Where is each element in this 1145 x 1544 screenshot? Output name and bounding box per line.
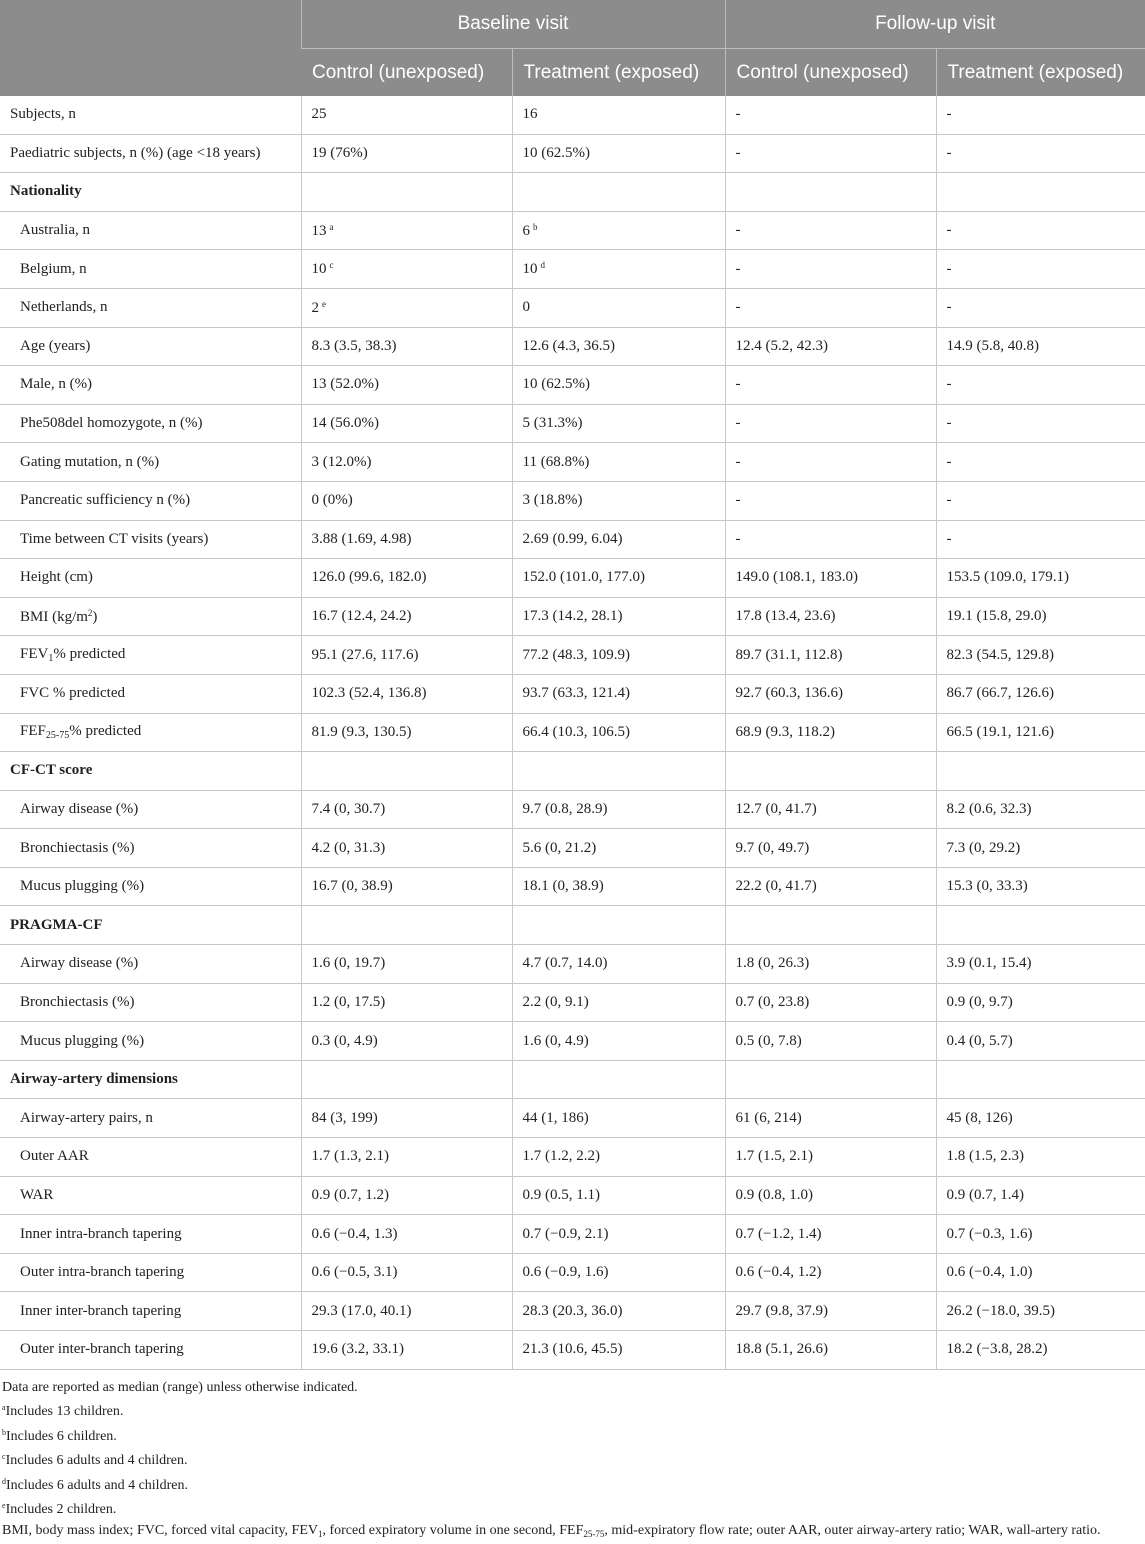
cell-b-trt: 5 (31.3%)	[512, 404, 725, 443]
cell-f-trt: 45 (8, 126)	[936, 1099, 1145, 1138]
table-row	[0, 520, 1145, 559]
table-row	[0, 481, 1145, 520]
table-row	[0, 327, 1145, 366]
header-row-visits	[0, 0, 1145, 49]
row-label: Age (years)	[0, 327, 301, 366]
cell-b-trt: 4.7 (0.7, 14.0)	[512, 945, 725, 984]
row-label: Inner intra-branch tapering	[0, 1215, 301, 1254]
cell-b-trt: 2.2 (0, 9.1)	[512, 983, 725, 1022]
cell-b-trt: 93.7 (63.3, 121.4)	[512, 674, 725, 713]
cell-b-ctrl: 25	[301, 96, 512, 134]
cell-b-trt: 44 (1, 186)	[512, 1099, 725, 1138]
cell-b-ctrl	[301, 1060, 512, 1099]
table-row	[0, 790, 1145, 829]
cell-f-trt: -	[936, 250, 1145, 289]
cell-b-ctrl: 29.3 (17.0, 40.1)	[301, 1292, 512, 1331]
header-baseline-control: Control (unexposed)	[301, 49, 512, 97]
cell-b-ctrl: 10 $^c$	[301, 250, 512, 289]
table-row	[0, 1253, 1145, 1292]
table-body	[0, 96, 1145, 1369]
cell-f-trt	[936, 173, 1145, 212]
cell-b-trt: 12.6 (4.3, 36.5)	[512, 327, 725, 366]
cell-f-trt: -	[936, 96, 1145, 134]
cell-f-ctrl: 89.7 (31.1, 112.8)	[725, 636, 936, 675]
row-label: Belgium, n	[0, 250, 301, 289]
header-followup-visit: Follow-up visit	[725, 0, 1145, 49]
cell-b-ctrl	[301, 173, 512, 212]
cell-f-trt: -	[936, 481, 1145, 520]
table-row	[0, 96, 1145, 134]
cell-b-trt: 10 $^d$	[512, 250, 725, 289]
row-label: Outer intra-branch tapering	[0, 1253, 301, 1292]
cell-f-ctrl: -	[725, 134, 936, 173]
row-label: Bronchiectasis (%)	[0, 983, 301, 1022]
table-row	[0, 713, 1145, 752]
header-blank-cell	[0, 0, 301, 96]
cell-f-trt: 86.7 (66.7, 126.6)	[936, 674, 1145, 713]
row-label: Gating mutation, n (%)	[0, 443, 301, 482]
row-label: Outer AAR	[0, 1138, 301, 1177]
table-row	[0, 404, 1145, 443]
cell-b-ctrl: 13 $^a$	[301, 211, 512, 250]
cell-b-trt: 77.2 (48.3, 109.9)	[512, 636, 725, 675]
cell-b-ctrl: 3.88 (1.69, 4.98)	[301, 520, 512, 559]
row-label: $FEF_{25-75}\%$ predicted	[0, 713, 301, 752]
section-header-row	[0, 906, 1145, 945]
row-label: Airway disease (%)	[0, 790, 301, 829]
table-row	[0, 1099, 1145, 1138]
row-label: Male, n (%)	[0, 366, 301, 405]
table-row	[0, 1292, 1145, 1331]
header-followup-treatment: Treatment (exposed)	[936, 49, 1145, 97]
cell-f-trt: 1.8 (1.5, 2.3)	[936, 1138, 1145, 1177]
table-row	[0, 443, 1145, 482]
cell-b-ctrl: 2 $^e$	[301, 288, 512, 327]
cell-b-ctrl: 102.3 (52.4, 136.8)	[301, 674, 512, 713]
cell-b-trt: 16	[512, 96, 725, 134]
cell-f-trt: -	[936, 404, 1145, 443]
cell-b-trt: 10 (62.5%)	[512, 134, 725, 173]
cell-f-trt: 66.5 (19.1, 121.6)	[936, 713, 1145, 752]
cell-f-ctrl: -	[725, 250, 936, 289]
cell-f-trt: 26.2 (−18.0, 39.5)	[936, 1292, 1145, 1331]
cell-b-trt: 2.69 (0.99, 6.04)	[512, 520, 725, 559]
cell-f-trt: 15.3 (0, 33.3)	[936, 867, 1145, 906]
cell-f-ctrl: 18.8 (5.1, 26.6)	[725, 1331, 936, 1370]
cell-f-trt: -	[936, 520, 1145, 559]
cell-b-trt: 9.7 (0.8, 28.9)	[512, 790, 725, 829]
cell-f-trt: 14.9 (5.8, 40.8)	[936, 327, 1145, 366]
cell-f-ctrl: -	[725, 443, 936, 482]
cell-b-trt	[512, 173, 725, 212]
cell-b-ctrl: 95.1 (27.6, 117.6)	[301, 636, 512, 675]
cell-f-trt: 8.2 (0.6, 32.3)	[936, 790, 1145, 829]
cell-b-ctrl: 1.7 (1.3, 2.1)	[301, 1138, 512, 1177]
cell-f-ctrl: 0.6 (−0.4, 1.2)	[725, 1253, 936, 1292]
row-label: WAR	[0, 1176, 301, 1215]
cell-f-trt	[936, 752, 1145, 791]
row-label: Inner inter-branch tapering	[0, 1292, 301, 1331]
cell-b-ctrl: 81.9 (9.3, 130.5)	[301, 713, 512, 752]
cell-f-trt: 0.4 (0, 5.7)	[936, 1022, 1145, 1061]
cell-b-trt: 11 (68.8%)	[512, 443, 725, 482]
cell-f-ctrl: 22.2 (0, 41.7)	[725, 867, 936, 906]
cell-b-ctrl: 84 (3, 199)	[301, 1099, 512, 1138]
footnote-abbreviations: BMI, body mass index; FVC, forced vital capacity, $FEV_1$, forced expiratory volume in one second, $FEF_{25-75}$, mid-expiratory flow rate; outer AAR, outer airway-artery ratio; WAR, wall-artery ratio.	[2, 1522, 1101, 1539]
table-row	[0, 829, 1145, 868]
cell-f-ctrl	[725, 1060, 936, 1099]
cell-b-ctrl: 8.3 (3.5, 38.3)	[301, 327, 512, 366]
cell-f-trt	[936, 1060, 1145, 1099]
cell-f-ctrl	[725, 906, 936, 945]
cell-f-ctrl: -	[725, 96, 936, 134]
cell-b-ctrl: 126.0 (99.6, 182.0)	[301, 559, 512, 598]
footnote-e: $^e$Includes 2 children.	[2, 1501, 117, 1518]
cell-b-ctrl	[301, 906, 512, 945]
cell-b-ctrl: 4.2 (0, 31.3)	[301, 829, 512, 868]
cell-f-trt: 82.3 (54.5, 129.8)	[936, 636, 1145, 675]
cell-b-ctrl: 0 (0%)	[301, 481, 512, 520]
footnote-c: $^c$Includes 6 adults and 4 children.	[2, 1452, 188, 1469]
row-label: Mucus plugging (%)	[0, 1022, 301, 1061]
cell-f-ctrl	[725, 752, 936, 791]
cell-f-trt: 19.1 (15.8, 29.0)	[936, 597, 1145, 636]
section-header-row	[0, 173, 1145, 212]
cell-f-trt: 0.9 (0, 9.7)	[936, 983, 1145, 1022]
row-label: Airway-artery pairs, n	[0, 1099, 301, 1138]
table-row	[0, 945, 1145, 984]
row-label: Phe508del homozygote, n (%)	[0, 404, 301, 443]
footnote-median: Data are reported as median (range) unless otherwise indicated.	[2, 1379, 358, 1395]
cell-f-ctrl: 0.7 (−1.2, 1.4)	[725, 1215, 936, 1254]
table-footnotes	[0, 1370, 1145, 1544]
cell-f-ctrl: 9.7 (0, 49.7)	[725, 829, 936, 868]
cell-b-trt	[512, 752, 725, 791]
cell-f-ctrl: 92.7 (60.3, 136.6)	[725, 674, 936, 713]
cell-f-ctrl: 12.7 (0, 41.7)	[725, 790, 936, 829]
cell-b-trt: 3 (18.8%)	[512, 481, 725, 520]
cell-f-ctrl: 29.7 (9.8, 37.9)	[725, 1292, 936, 1331]
cell-f-ctrl: -	[725, 481, 936, 520]
table-row	[0, 134, 1145, 173]
cell-b-ctrl: 13 (52.0%)	[301, 366, 512, 405]
cell-b-trt: 6 $^b$	[512, 211, 725, 250]
cell-b-trt	[512, 906, 725, 945]
cell-f-trt: 7.3 (0, 29.2)	[936, 829, 1145, 868]
cell-b-trt: 0	[512, 288, 725, 327]
cell-b-ctrl: 3 (12.0%)	[301, 443, 512, 482]
row-label: Paediatric subjects, n (%) (age <18 years)	[0, 134, 301, 173]
header-baseline-treatment: Treatment (exposed)	[512, 49, 725, 97]
table-row	[0, 1331, 1145, 1370]
row-label: Airway disease (%)	[0, 945, 301, 984]
cell-b-trt: 28.3 (20.3, 36.0)	[512, 1292, 725, 1331]
table-row	[0, 636, 1145, 675]
cell-f-ctrl: -	[725, 211, 936, 250]
section-label: PRAGMA-CF	[0, 906, 301, 945]
cell-f-ctrl: -	[725, 520, 936, 559]
cell-f-trt: -	[936, 134, 1145, 173]
row-label: Time between CT visits (years)	[0, 520, 301, 559]
cell-f-ctrl: 0.9 (0.8, 1.0)	[725, 1176, 936, 1215]
table-row	[0, 674, 1145, 713]
cell-f-ctrl: 17.8 (13.4, 23.6)	[725, 597, 936, 636]
cell-b-ctrl: 16.7 (12.4, 24.2)	[301, 597, 512, 636]
cell-f-ctrl: 1.8 (0, 26.3)	[725, 945, 936, 984]
cell-b-ctrl: 16.7 (0, 38.9)	[301, 867, 512, 906]
cell-f-trt: 153.5 (109.0, 179.1)	[936, 559, 1145, 598]
cell-f-ctrl: 149.0 (108.1, 183.0)	[725, 559, 936, 598]
cell-f-trt: -	[936, 443, 1145, 482]
row-label: Australia, n	[0, 211, 301, 250]
section-label: Airway-artery dimensions	[0, 1060, 301, 1099]
cell-b-ctrl	[301, 752, 512, 791]
section-label: Nationality	[0, 173, 301, 212]
footnote-a: $^a$Includes 13 children.	[2, 1403, 124, 1420]
cell-f-ctrl: 68.9 (9.3, 118.2)	[725, 713, 936, 752]
cell-b-trt: 0.9 (0.5, 1.1)	[512, 1176, 725, 1215]
row-label: Subjects, n	[0, 96, 301, 134]
cell-f-ctrl: 0.5 (0, 7.8)	[725, 1022, 936, 1061]
header-followup-control: Control (unexposed)	[725, 49, 936, 97]
cell-f-trt: 0.7 (−0.3, 1.6)	[936, 1215, 1145, 1254]
cell-b-trt	[512, 1060, 725, 1099]
table-row	[0, 597, 1145, 636]
cell-f-ctrl: 61 (6, 214)	[725, 1099, 936, 1138]
table-row	[0, 250, 1145, 289]
cell-b-ctrl: 1.6 (0, 19.7)	[301, 945, 512, 984]
cell-f-trt: 3.9 (0.1, 15.4)	[936, 945, 1145, 984]
header-baseline-visit: Baseline visit	[301, 0, 725, 49]
cell-b-ctrl: 1.2 (0, 17.5)	[301, 983, 512, 1022]
table-row	[0, 1215, 1145, 1254]
table-row	[0, 366, 1145, 405]
cell-f-trt	[936, 906, 1145, 945]
footnote-b: $^b$Includes 6 children.	[2, 1427, 117, 1444]
row-label: BMI $(kg/m^2)$	[0, 597, 301, 636]
cell-f-trt: -	[936, 211, 1145, 250]
cell-f-trt: -	[936, 366, 1145, 405]
cell-b-trt: 1.6 (0, 4.9)	[512, 1022, 725, 1061]
row-label: Bronchiectasis (%)	[0, 829, 301, 868]
cell-b-ctrl: 0.6 (−0.4, 1.3)	[301, 1215, 512, 1254]
cell-b-trt: 66.4 (10.3, 106.5)	[512, 713, 725, 752]
cell-b-trt: 152.0 (101.0, 177.0)	[512, 559, 725, 598]
row-label: Pancreatic sufficiency n (%)	[0, 481, 301, 520]
table-row	[0, 211, 1145, 250]
cell-b-trt: 1.7 (1.2, 2.2)	[512, 1138, 725, 1177]
cell-b-trt: 10 (62.5%)	[512, 366, 725, 405]
table-row	[0, 867, 1145, 906]
cell-b-trt: 5.6 (0, 21.2)	[512, 829, 725, 868]
table-row	[0, 1022, 1145, 1061]
table-row	[0, 983, 1145, 1022]
cell-b-ctrl: 14 (56.0%)	[301, 404, 512, 443]
cell-b-ctrl: 0.6 (−0.5, 3.1)	[301, 1253, 512, 1292]
table-row	[0, 288, 1145, 327]
cell-f-trt: 18.2 (−3.8, 28.2)	[936, 1331, 1145, 1370]
cell-b-trt: 21.3 (10.6, 45.5)	[512, 1331, 725, 1370]
section-header-row	[0, 752, 1145, 791]
cell-f-ctrl: -	[725, 366, 936, 405]
cell-b-ctrl: 19.6 (3.2, 33.1)	[301, 1331, 512, 1370]
cell-b-trt: 17.3 (14.2, 28.1)	[512, 597, 725, 636]
table-row	[0, 1176, 1145, 1215]
cell-f-ctrl: 12.4 (5.2, 42.3)	[725, 327, 936, 366]
section-label: CF-CT score	[0, 752, 301, 791]
cell-f-trt: 0.9 (0.7, 1.4)	[936, 1176, 1145, 1215]
cell-f-ctrl	[725, 173, 936, 212]
row-label: Mucus plugging (%)	[0, 867, 301, 906]
row-label: FVC % predicted	[0, 674, 301, 713]
cell-f-ctrl: -	[725, 404, 936, 443]
footnote-d: $^d$Includes 6 adults and 4 children.	[2, 1476, 188, 1493]
section-header-row	[0, 1060, 1145, 1099]
cell-b-ctrl: 0.3 (0, 4.9)	[301, 1022, 512, 1061]
table-row	[0, 559, 1145, 598]
cell-b-trt: 0.6 (−0.9, 1.6)	[512, 1253, 725, 1292]
cell-b-ctrl: 7.4 (0, 30.7)	[301, 790, 512, 829]
row-label: $FEV_1\%$ predicted	[0, 636, 301, 675]
cell-b-ctrl: 0.9 (0.7, 1.2)	[301, 1176, 512, 1215]
cell-f-ctrl: -	[725, 288, 936, 327]
row-label: Height (cm)	[0, 559, 301, 598]
cell-f-ctrl: 0.7 (0, 23.8)	[725, 983, 936, 1022]
row-label: Outer inter-branch tapering	[0, 1331, 301, 1370]
cell-f-trt: -	[936, 288, 1145, 327]
cell-f-trt: 0.6 (−0.4, 1.0)	[936, 1253, 1145, 1292]
row-label: Netherlands, n	[0, 288, 301, 327]
cell-f-ctrl: 1.7 (1.5, 2.1)	[725, 1138, 936, 1177]
cell-b-ctrl: 19 (76%)	[301, 134, 512, 173]
cell-b-trt: 0.7 (−0.9, 2.1)	[512, 1215, 725, 1254]
cell-b-trt: 18.1 (0, 38.9)	[512, 867, 725, 906]
table-row	[0, 1138, 1145, 1177]
